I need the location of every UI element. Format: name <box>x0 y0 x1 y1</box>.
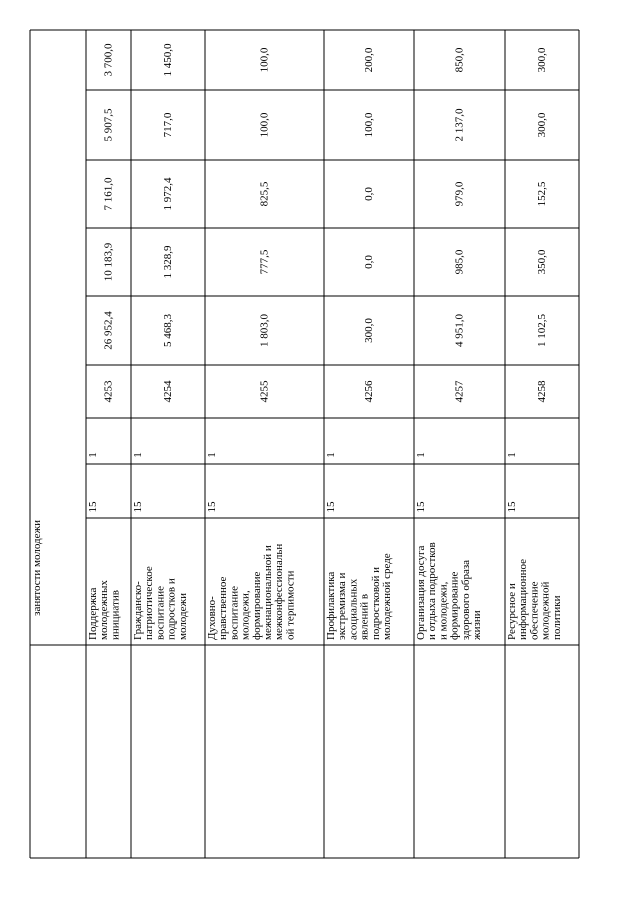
amount-cell: 825,5 <box>258 181 271 207</box>
amount-cell: 5 468,3 <box>162 314 174 347</box>
continuation-label: занятости молодежи <box>31 520 43 616</box>
program-name-line: асоциальных <box>347 578 360 640</box>
program-name-line: патриотическое <box>143 566 156 640</box>
code-15: 15 <box>132 501 144 513</box>
code-1: 1 <box>87 452 99 458</box>
amount-cell: 777,5 <box>258 249 271 275</box>
table-grid-lines <box>30 30 579 858</box>
amount-cell: 200,0 <box>363 47 375 73</box>
program-name-line: инициатив <box>109 590 122 640</box>
program-name-line: и молодежи, <box>437 581 450 640</box>
program-name-line: обеспечение <box>528 581 541 640</box>
code-15: 15 <box>325 501 337 513</box>
amount-cell: 979,0 <box>453 181 466 207</box>
program-name-line: подростковой и <box>369 566 382 640</box>
program-name-line: явлений в <box>358 593 371 640</box>
program-name-line: молодежной <box>539 581 552 640</box>
program-name-line: Духовно- <box>206 596 218 640</box>
code-1: 1 <box>415 452 427 458</box>
program-name-line: Профилактика <box>325 571 337 640</box>
amount-cell: 100,0 <box>258 47 271 73</box>
amount-cell: 0,0 <box>363 187 375 201</box>
program-code: 4256 <box>363 380 375 403</box>
amount-cell: 0,0 <box>363 255 375 269</box>
amount-cell: 152,5 <box>536 181 548 207</box>
program-name-line: нравственное <box>217 576 230 640</box>
code-1: 1 <box>506 452 518 458</box>
amount-cell: 100,0 <box>258 112 271 138</box>
amount-cell: 1 102,5 <box>536 314 548 347</box>
amount-cell: 1 972,4 <box>162 177 174 211</box>
code-15: 15 <box>87 501 99 513</box>
code-15: 15 <box>415 501 427 513</box>
amount-cell: 4 951,0 <box>453 314 466 347</box>
program-name-line: информационное <box>517 558 530 640</box>
program-name-line: и отдыха подростков <box>426 542 439 640</box>
program-name-line: формирование <box>448 571 461 640</box>
program-name-line: подростков и <box>165 578 178 640</box>
code-1: 1 <box>325 452 337 458</box>
code-15: 15 <box>506 501 518 513</box>
program-name-line: политики <box>550 595 563 640</box>
amount-cell: 717,0 <box>162 112 174 138</box>
program-name-line: Организация досуга <box>415 545 427 640</box>
amount-cell: 1 803,0 <box>258 314 271 347</box>
amount-cell: 5 907,5 <box>102 108 115 142</box>
program-name-line: формирование <box>250 571 263 640</box>
program-name-line: молодежи, <box>239 590 252 640</box>
amount-cell: 10 183,9 <box>102 242 115 282</box>
amount-cell: 100,0 <box>363 112 375 138</box>
code-15: 15 <box>206 501 218 513</box>
program-name-line: экстремизма и <box>336 572 349 640</box>
program-name-line: Гражданско- <box>132 581 144 640</box>
program-name-line: ой терпимости <box>284 570 297 640</box>
code-1: 1 <box>132 452 144 458</box>
amount-cell: 850,0 <box>453 47 466 73</box>
amount-cell: 26 952,4 <box>102 311 115 350</box>
amount-cell: 1 450,0 <box>162 43 174 77</box>
program-code: 4255 <box>258 380 271 403</box>
program-code: 4254 <box>162 380 174 403</box>
amount-cell: 300,0 <box>536 112 548 138</box>
program-name-line: здорового образа <box>459 559 472 640</box>
program-code: 4258 <box>536 380 548 403</box>
program-name-line: воспитание <box>228 585 241 640</box>
amount-cell: 985,0 <box>453 249 466 275</box>
amount-cell: 350,0 <box>536 249 548 275</box>
program-name-line: молодежной среде <box>381 553 393 640</box>
amount-cell: 7 161,0 <box>102 177 115 211</box>
program-name-line: жизни <box>471 610 483 640</box>
amount-cell: 2 137,0 <box>453 108 466 142</box>
amount-cell: 300,0 <box>536 47 548 73</box>
program-name-line: межконфессиональн <box>273 543 286 640</box>
program-name-line: Поддержка <box>87 587 99 640</box>
program-name-line: Ресурсное и <box>506 583 518 640</box>
program-name-line: воспитание <box>154 585 167 640</box>
amount-cell: 300,0 <box>363 318 375 343</box>
program-name-line: молодежи <box>176 593 189 640</box>
amount-cell: 1 328,9 <box>162 245 174 279</box>
table-cells <box>31 43 563 641</box>
program-code: 4253 <box>102 380 115 403</box>
program-name-line: межнациональной и <box>262 545 274 640</box>
program-name-line: молодежных <box>98 580 111 640</box>
code-1: 1 <box>206 452 218 458</box>
program-code: 4257 <box>453 380 466 403</box>
amount-cell: 3 700,0 <box>102 43 115 77</box>
